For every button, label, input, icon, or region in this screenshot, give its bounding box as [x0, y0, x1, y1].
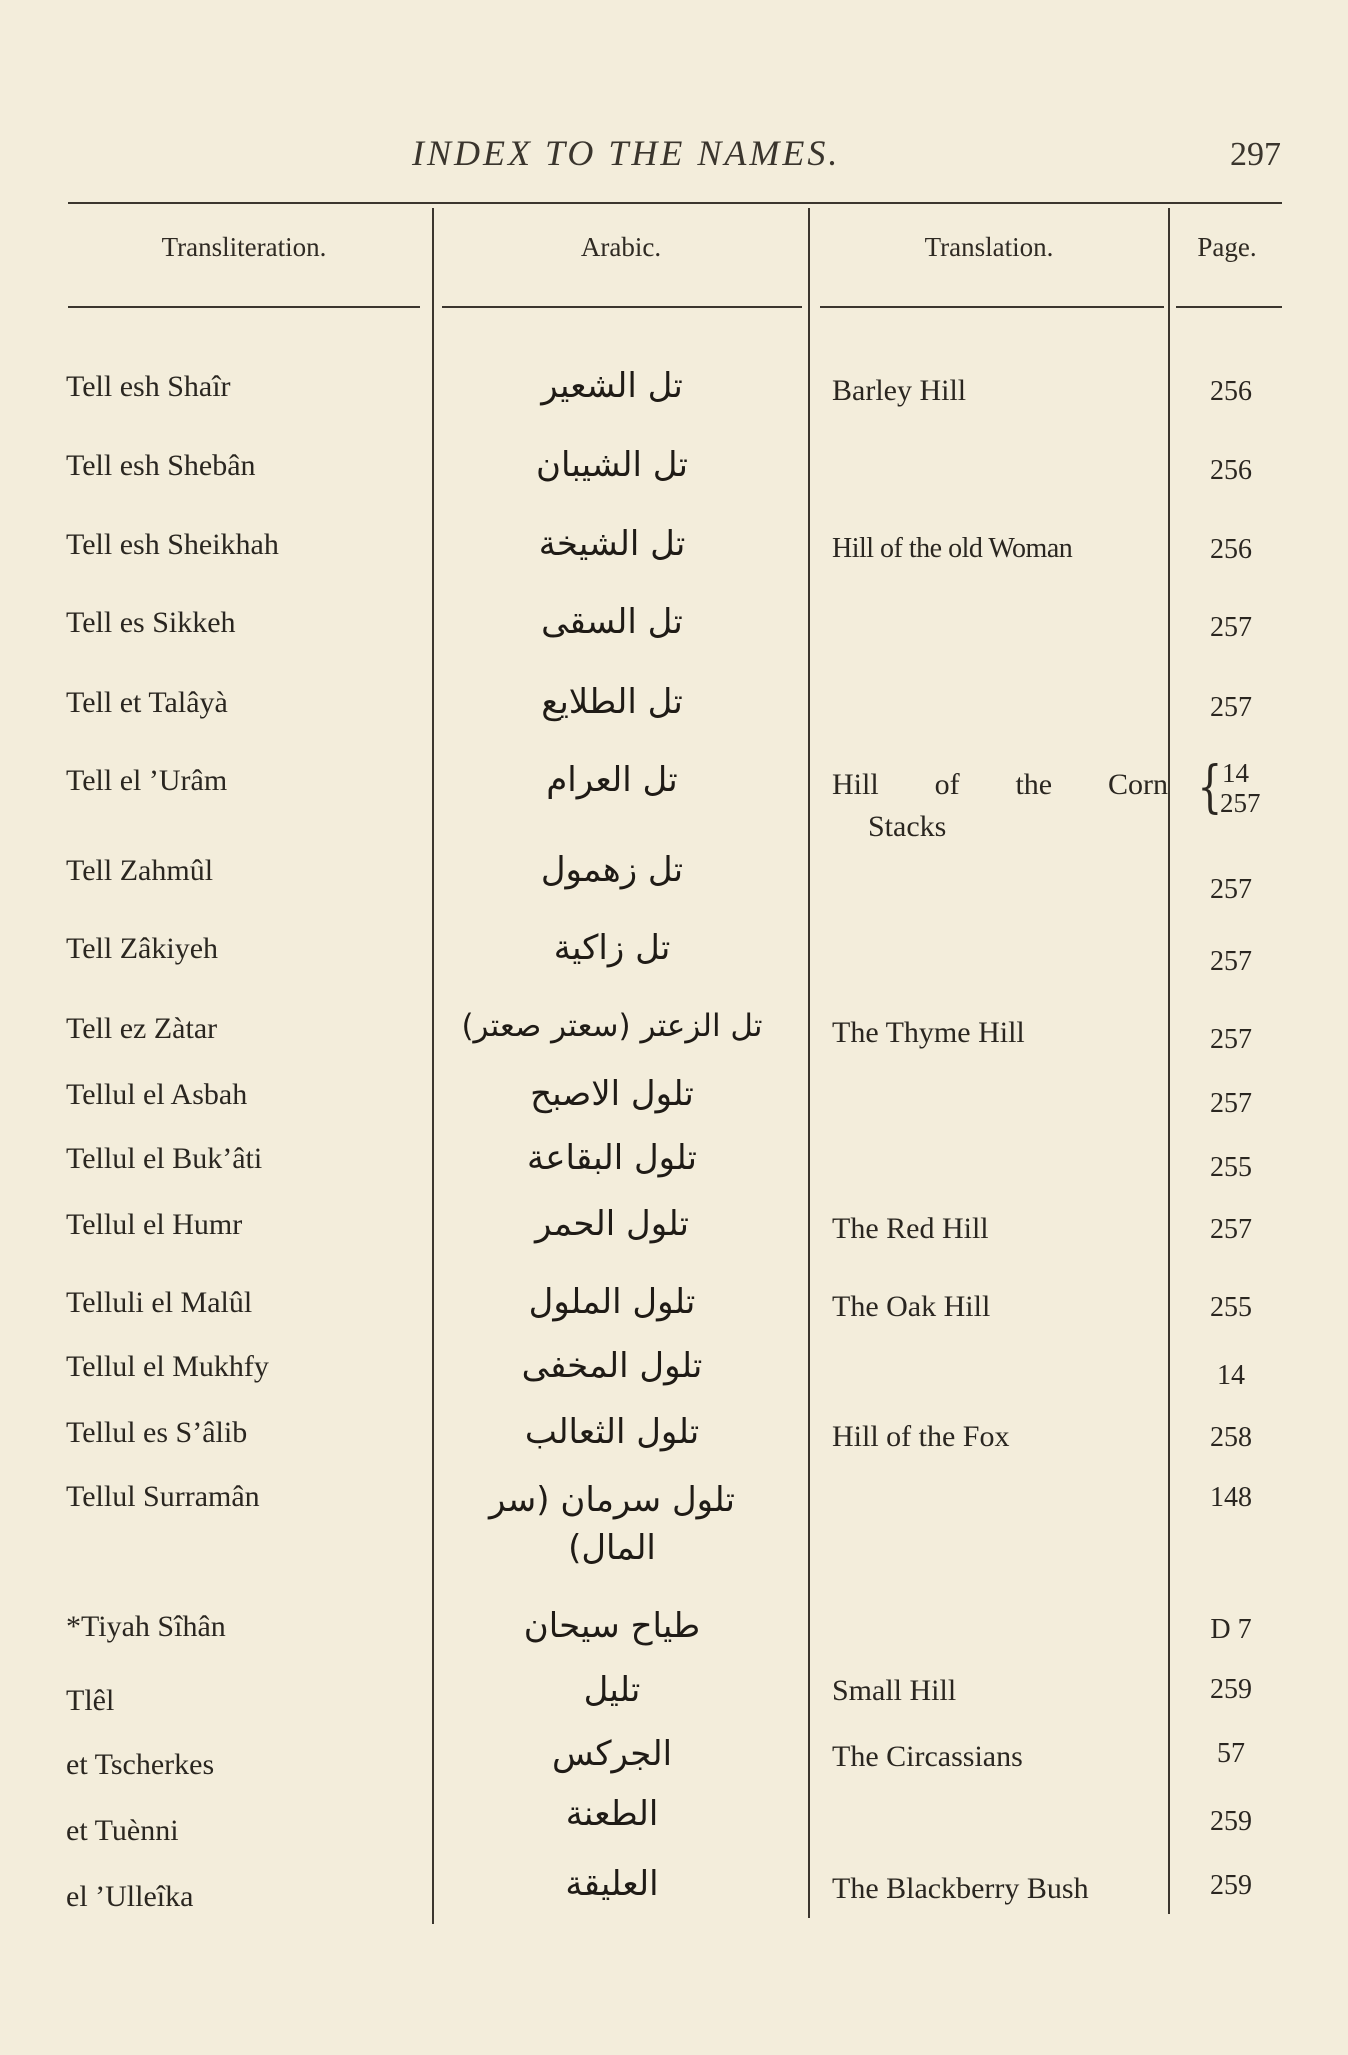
- transliteration-cell: Tell el ’Urâm: [66, 764, 228, 797]
- transliteration-cell: Tell esh Shebân: [66, 449, 256, 482]
- translation-cell: Barley Hill: [832, 374, 967, 407]
- transliteration-cell: Tell es Sikkeh: [66, 606, 236, 639]
- table-row: [0, 1606, 1348, 1670]
- arabic-cell: تل الشيبان: [535, 445, 688, 485]
- col-header-transliteration: Transliteration.: [161, 232, 327, 262]
- transliteration-cell: Tell esh Sheikhah: [66, 528, 279, 561]
- arabic-cell: تل الشيخة: [538, 524, 686, 564]
- arabic-cell: الجركس: [551, 1734, 673, 1774]
- page-number: 297: [1230, 136, 1281, 173]
- arabic-cell: تل الطلايع: [541, 682, 683, 722]
- brace-icon: {: [1197, 755, 1223, 820]
- transliteration-cell: Tell Zâkiyeh: [66, 932, 219, 965]
- table-row: [0, 928, 1348, 992]
- transliteration-cell: et Tscherkes: [66, 1748, 215, 1781]
- table-row: [0, 755, 1348, 854]
- table-row: [0, 1138, 1348, 1202]
- translation-cell: Hill of the Fox: [832, 1420, 1010, 1453]
- arabic-cell: تلول المخفى: [521, 1346, 703, 1386]
- transliteration-cell: el ’Ulleîka: [66, 1880, 194, 1913]
- page-cell-bracketed: [1192, 755, 1282, 828]
- translation-cell: The Circassians: [832, 1740, 1023, 1773]
- page-cell: 148: [1210, 1482, 1252, 1513]
- arabic-cell: تل الزعتر (سعتر صعتر): [461, 1008, 763, 1044]
- table-row: [0, 602, 1348, 666]
- table-row: [0, 682, 1348, 746]
- page-cell: 257: [1210, 1214, 1252, 1245]
- transliteration-cell: Telluli el Malûl: [66, 1286, 253, 1319]
- translation-line-2: Stacks: [868, 810, 947, 843]
- page-cell: 259: [1210, 1870, 1252, 1901]
- page-cell: 257: [1210, 692, 1252, 723]
- arabic-cell: تلول الحمر: [535, 1204, 689, 1244]
- table-row: [0, 1008, 1348, 1072]
- table-row: [0, 445, 1348, 509]
- page-cell: 57: [1217, 1738, 1245, 1769]
- transliteration-cell: Tellul el Humr: [66, 1208, 243, 1241]
- arabic-cell: العليقة: [565, 1864, 659, 1904]
- translation-cell: The Thyme Hill: [832, 1016, 1025, 1049]
- arabic-cell: طياح سيحان: [523, 1606, 701, 1646]
- arabic-cell: الطعنة: [565, 1794, 659, 1834]
- table-row: [0, 1412, 1348, 1476]
- page-cell: 14: [1217, 1360, 1245, 1391]
- transliteration-cell: Tellul es S’âlib: [66, 1416, 248, 1449]
- col-header-page: Page.: [1197, 232, 1257, 262]
- page-ref-second: 257: [1220, 788, 1261, 818]
- page-cell: 259: [1210, 1674, 1252, 1705]
- arabic-cell: تليل: [583, 1670, 641, 1710]
- col-header-translation: Translation.: [924, 232, 1054, 262]
- page-cell: 257: [1210, 946, 1252, 977]
- table-row: [0, 1864, 1348, 1940]
- page-cell: 257: [1210, 874, 1252, 905]
- transliteration-cell: Tlêl: [66, 1684, 115, 1717]
- page-cell: 256: [1210, 534, 1252, 565]
- translation-cell: Small Hill: [832, 1674, 957, 1707]
- page-ref-first: 14: [1222, 758, 1249, 788]
- transliteration-cell: Tell ez Zàtar: [66, 1012, 218, 1045]
- transliteration-cell: *Tiyah Sîhân: [66, 1610, 226, 1643]
- page-cell: 255: [1210, 1152, 1252, 1183]
- transliteration-cell: Tell et Talâyà: [66, 686, 228, 719]
- translation-cell: The Oak Hill: [832, 1290, 991, 1323]
- arabic-cell: تلول الملول: [528, 1282, 696, 1322]
- page-cell: 259: [1210, 1806, 1252, 1837]
- page-cell: 256: [1210, 455, 1252, 486]
- transliteration-cell: Tellul el Asbah: [66, 1078, 248, 1111]
- transliteration-cell: Tellul Surramân: [66, 1480, 260, 1513]
- running-title: INDEX TO THE NAMES.: [412, 133, 841, 173]
- page-cell: 258: [1210, 1422, 1252, 1453]
- arabic-cell: تلول البقاعة: [527, 1138, 697, 1178]
- arabic-cell: تل زهمول: [540, 850, 684, 890]
- table-row: [0, 366, 1348, 430]
- page-cell: 257: [1210, 1088, 1252, 1119]
- arabic-cell: تل زاكية: [553, 928, 671, 968]
- col-header-arabic: Arabic.: [580, 232, 662, 262]
- page-cell: 257: [1210, 1024, 1252, 1055]
- transliteration-cell: Tellul el Buk’âti: [66, 1142, 263, 1175]
- arabic-cell: تل العرام: [546, 760, 678, 800]
- table-row: [0, 1480, 1348, 1590]
- page-cell: D 7: [1210, 1614, 1252, 1645]
- table-row: [0, 1074, 1348, 1138]
- transliteration-cell: Tell Zahmûl: [66, 854, 214, 887]
- arabic-cell: تل الشعير: [541, 366, 683, 406]
- table-row: [0, 1204, 1348, 1268]
- arabic-cell: تلول سرمان (سر المال): [489, 1480, 735, 1568]
- translation-cell: The Blackberry Bush: [832, 1872, 1089, 1905]
- page-cell: 256: [1210, 376, 1252, 407]
- translation-cell: [832, 764, 1168, 848]
- transliteration-cell: Tell esh Shaîr: [66, 370, 231, 403]
- transliteration-cell: Tellul el Mukhfy: [66, 1350, 269, 1383]
- page-cell: 255: [1210, 1292, 1252, 1323]
- table-row: [0, 850, 1348, 914]
- table-row: [0, 524, 1348, 588]
- translation-cell: Hill of the old Woman: [832, 533, 1073, 564]
- arabic-cell: تل السقى: [541, 602, 683, 642]
- page-cell: 257: [1210, 612, 1252, 643]
- arabic-cell: تلول الثعالب: [524, 1412, 700, 1452]
- table-row: [0, 1346, 1348, 1410]
- arabic-cell: تلول الاصبح: [530, 1074, 694, 1114]
- translation-cell: The Red Hill: [832, 1212, 989, 1245]
- table-row: [0, 1282, 1348, 1346]
- translation-line-1: Hill of the Corn: [832, 768, 1168, 801]
- transliteration-cell: et Tuènni: [66, 1814, 179, 1847]
